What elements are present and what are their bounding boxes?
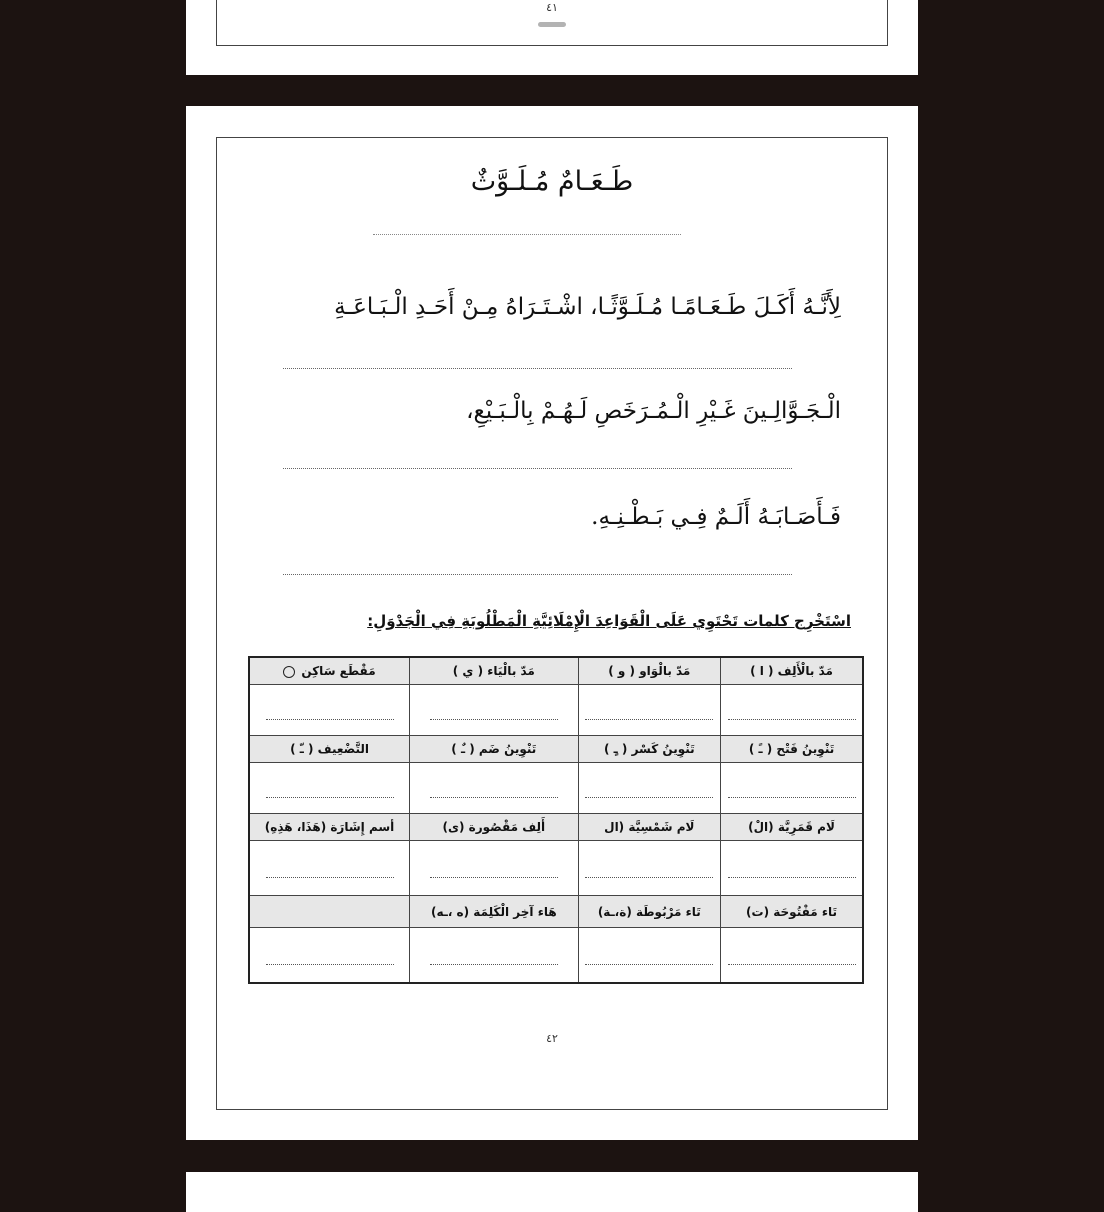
answer-cell[interactable] — [578, 685, 720, 736]
answer-cell[interactable] — [249, 841, 410, 896]
rule-cell: تَنْوِينُ فَتْح ( ـً ) — [721, 736, 863, 763]
rule-cell: لَام شَمْسِيَّة (ال — [578, 814, 720, 841]
writing-line-3[interactable] — [283, 574, 792, 575]
current-page — [186, 106, 918, 1140]
answer-cell[interactable] — [721, 841, 863, 896]
answer-cell[interactable] — [249, 928, 410, 984]
answer-cell[interactable] — [578, 841, 720, 896]
table-header-row — [249, 657, 863, 685]
rule-cell: التَّضْعِيف ( ـّ ) — [249, 736, 410, 763]
sentence-3: فَـأَصَـابَـهُ أَلَـمٌ فِـي بَـطْـنِـهِ. — [591, 504, 841, 530]
rule-cell: تَنْوِينُ ضَم ( ـٌ ) — [410, 736, 579, 763]
sentence-2: الْـجَـوَّالِـينَ غَـيْرِ الْـمُـرَخَصِ لَـهُـمْ بِالْـبَـيْعِ، — [466, 398, 841, 424]
rule-cell: تَاء مَفْتُوحَة (ت) — [721, 896, 863, 928]
answer-row — [249, 685, 863, 736]
rule-cell: تَاء مَرْبُوطَة (ة،ـة) — [578, 896, 720, 928]
answer-row — [249, 928, 863, 984]
table-header-row — [249, 896, 863, 928]
answer-cell[interactable] — [410, 841, 579, 896]
circle-icon — [283, 666, 295, 678]
writing-line-1[interactable] — [283, 368, 792, 369]
answer-cell[interactable] — [721, 685, 863, 736]
answer-row — [249, 841, 863, 896]
next-page — [186, 1172, 918, 1212]
table-header-row — [249, 814, 863, 841]
rule-cell: تَنْوِينُ كَسْر ( ـٍ ) — [578, 736, 720, 763]
answer-cell[interactable] — [721, 928, 863, 984]
rule-cell — [249, 657, 410, 685]
answer-cell[interactable] — [249, 685, 410, 736]
rule-cell: أسم إِشَارَة (هَذَا، هَذِهِ) — [249, 814, 410, 841]
rule-cell: مَدّ بالْوَاو ( و ) — [578, 657, 720, 685]
empty-rule-cell — [249, 896, 410, 928]
rule-cell: لَام قَمَرِيَّة (الْ) — [721, 814, 863, 841]
answer-cell[interactable] — [578, 928, 720, 984]
spelling-rules-table — [248, 656, 864, 984]
page-number: ٤١ — [546, 1, 558, 14]
writing-line-2[interactable] — [283, 468, 792, 469]
sentence-1: لِأَنَّـهُ أَكَـلَ طَـعَـامًـا مُـلَـوَّثًـا، اشْـتَـرَاهُ مِـنْ أَحَـدِ الْـبَـاعَـةِ — [334, 294, 841, 320]
rule-label: مَقْطَع سَاكِن — [301, 664, 376, 678]
title-divider — [373, 234, 681, 235]
answer-cell[interactable] — [410, 928, 579, 984]
answer-cell[interactable] — [721, 763, 863, 814]
previous-page — [186, 0, 918, 75]
rule-cell: أَلِف مَقْصُورة (ى) — [410, 814, 579, 841]
answer-cell[interactable] — [410, 763, 579, 814]
page-number: ٤٢ — [546, 1032, 558, 1045]
rule-cell: مَدّ بالْأَلِف ( ا ) — [721, 657, 863, 685]
exercise-instruction: اسْتَخْرِج كلمات تَحْتَوِي عَلَى الْقَوَاعِدَ الْإِمْلَائِيَّةِ الْمَطْلُوبَةِ فِي الْجَدْوَلِ: — [367, 612, 851, 630]
answer-cell[interactable] — [410, 685, 579, 736]
table-header-row — [249, 736, 863, 763]
rule-cell: مَدّ بالْيَاء ( ي ) — [410, 657, 579, 685]
answer-cell[interactable] — [249, 763, 410, 814]
rule-cell: هَاء آخِر الْكَلِمَة (ه ،ـه) — [410, 896, 579, 928]
scroll-handle[interactable] — [538, 22, 566, 27]
answer-cell[interactable] — [578, 763, 720, 814]
page-title: طَـعَـامٌ مُـلَـوَّثٌ — [470, 166, 634, 197]
answer-row — [249, 763, 863, 814]
